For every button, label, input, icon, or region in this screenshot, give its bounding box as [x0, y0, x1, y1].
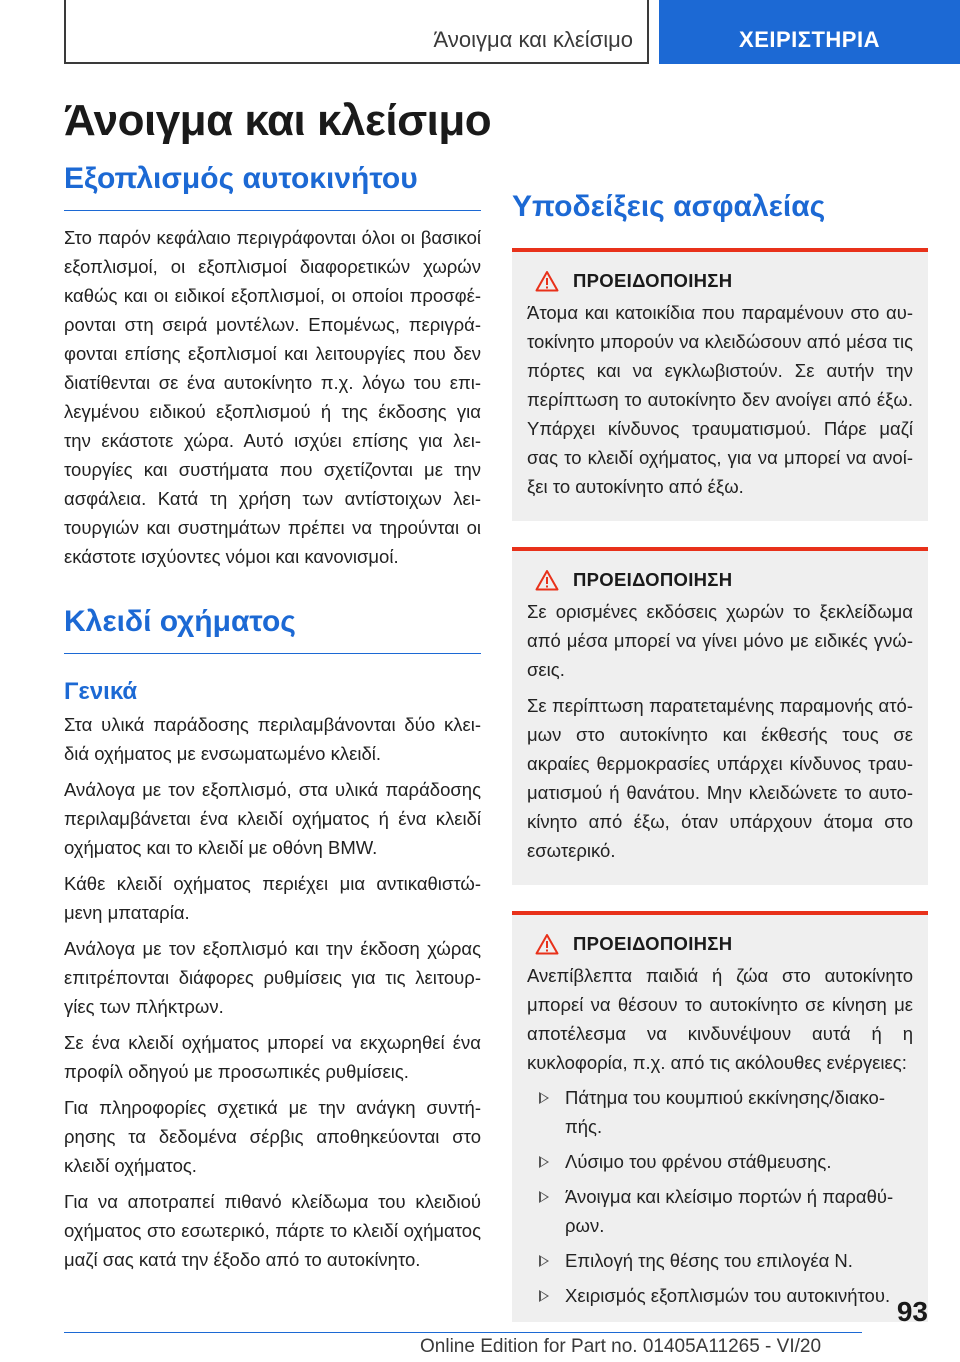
triangle-bullet-icon [539, 1290, 549, 1302]
left-column [64, 162, 481, 1274]
warning-title [535, 270, 913, 292]
list-item [527, 1182, 913, 1240]
chapter-tab[interactable]: ΧΕΙΡΙΣΤΗΡΙΑ [659, 0, 960, 64]
list-item [527, 1246, 913, 1275]
triangle-bullet-icon [539, 1156, 549, 1168]
list-item-text: Επιλογή της θέσης του επιλογέα N. [565, 1250, 853, 1271]
triangle-bullet-icon [539, 1092, 549, 1104]
safety-notes-heading: Υποδείξεις ασφαλείας [512, 190, 826, 223]
page-title: Άνοιγμα και κλείσιμο [64, 96, 492, 145]
warning-triangle-icon [535, 270, 559, 292]
warning-text: Ανεπίβλεπτα παιδιά ή ζώα στο αυτοκίνητο μπορεί να θέσουν το αυτοκίνητο σε κίνηση με αποτέλεσμα να κινδυνέψουν αυτά ή η κυκλοφορία, π.χ. από τις ακόλουθες ενέργειες: [527, 965, 913, 1073]
warning-title-text: ΠΡΟΕΙΔΟΠΟΙΗΣΗ [573, 933, 733, 954]
running-header-box [64, 0, 649, 64]
right-column [512, 190, 928, 1322]
warning-box [512, 547, 928, 885]
warning-triangle-icon [535, 569, 559, 591]
key-paragraph: Κάθε κλειδί οχήματος περιέχει μια αντικαθιστώμενη μπαταρία. [64, 873, 481, 923]
warning-text: Σε περίπτωση παρατεταμένης παραμονής ατόμων στο αυτοκίνητο και έκθεσής τους σε ακραίες θερμοκρασίες υπάρχει κίνδυνος τραυματισμού ή θανάτου. Μην κλειδώνετε το αυτοκίνητο από έξω, όταν υπάρχουν άτομα στο εσωτερικό. [527, 695, 913, 861]
footer-edition[interactable]: Online Edition for Part no. 01405A11265 - VI/20 [420, 1336, 822, 1357]
footer-rule [64, 1332, 862, 1333]
page-number: 93 [896, 1296, 928, 1327]
triangle-bullet-icon [539, 1255, 549, 1267]
key-paragraph: Ανάλογα με τον εξοπλισμό και την έκδοση χώρας επιτρέπονται διάφορες ρυθμίσεις για τις λειτουργίες των πλήκτρων. [64, 938, 481, 1017]
vehicle-key-heading: Κλειδί οχήματος [64, 605, 481, 654]
list-item [527, 1147, 913, 1176]
warning-triangle-icon [535, 933, 559, 955]
key-paragraph: Για πληροφορίες σχετικά με την ανάγκη συντήρησης τα δεδομένα σέρβις αποθηκεύονται στο κλειδί οχήματος. [64, 1097, 481, 1176]
list-item [527, 1083, 913, 1141]
warning-title [535, 933, 913, 955]
equipment-heading: Εξοπλισμός αυτοκινήτου [64, 162, 481, 211]
action-list [527, 1083, 913, 1310]
warning-box [512, 911, 928, 1322]
list-item-text: Άνοιγμα και κλείσιμο πορτών ή παραθύρων. [565, 1186, 894, 1236]
equipment-text: Στο παρόν κεφάλαιο περιγράφονται όλοι οι βασικοί εξοπλισμοί, οι εξοπλισμοί διαφορετικών χωρών καθώς και οι ειδικοί εξοπλισμοί, οι οποίοι προσφέρονται στη σειρά μοντέλων. Επομένως, περιγράφονται επίσης εξοπλισμοί και λειτουργίες που δεν διατίθενται σε ένα αυτοκίνητο π.χ. λόγω του επιλεγμένου ειδικού εξοπλισμού ή της έκδοσης για την εκάστοτε χώρα. Αυτό ισχύει επίσης για λειτουργίες και συστήματα που σχετίζονται με την ασφάλεια. Κατά τη χρήση των αντίστοιχων λειτουργιών και συστημάτων πρέπει να τηρούνται οι εκάστοτε ισχύοντες νόμοι και κανονισμοί. [64, 227, 481, 567]
key-paragraph: Ανάλογα με τον εξοπλισμό, στα υλικά παράδοσης περιλαμβάνεται ένα κλειδί οχήματος ή ένα κλειδί οχήματος και το κλειδί με οθόνη BMW. [64, 779, 481, 858]
general-subheading: Γενικά [64, 678, 138, 705]
warning-title-text: ΠΡΟΕΙΔΟΠΟΙΗΣΗ [573, 270, 733, 291]
triangle-bullet-icon [539, 1191, 549, 1203]
key-paragraph: Στα υλικά παράδοσης περιλαμβάνονται δύο κλειδιά οχήματος με ενσωματωμένο κλειδί. [64, 714, 481, 764]
running-header-section: Άνοιγμα και κλείσιμο [433, 27, 633, 52]
list-item-text: Λύσιμο του φρένου στάθμευσης. [565, 1151, 832, 1172]
key-paragraph: Σε ένα κλειδί οχήματος μπορεί να εκχωρηθεί ένα προφίλ οδηγού με προσωπικές ρυθμίσεις. [64, 1032, 481, 1082]
list-item-text: Πάτημα του κουμπιού εκκίνησης/διακοπής. [565, 1087, 885, 1137]
warning-text: Σε ορισμένες εκδόσεις χωρών το ξεκλείδωμα από μέσα μπορεί να γίνει μόνο με ειδικές γνώσεις. [527, 601, 913, 680]
warning-title-text: ΠΡΟΕΙΔΟΠΟΙΗΣΗ [573, 569, 733, 590]
warning-box [512, 248, 928, 521]
warning-text: Άτομα και κατοικίδια που παραμένουν στο αυτοκίνητο μπορούν να κλειδώσουν από μέσα τις πόρτες και να εγκλωβιστούν. Σε αυτήν την περίπτωση το αυτοκίνητο δεν ανοίγει από έξω. Υπάρχει κίνδυνος τραυματισμού. Πάρε μαζί σας το κλειδί οχήματος, για να μπορεί να ανοίξει το αυτοκίνητο από έξω. [527, 302, 913, 497]
key-paragraph: Για να αποτραπεί πιθανό κλείδωμα του κλειδιού οχήματος στο εσωτερικό, πάρτε το κλειδί οχήματος μαζί σας κατά την έξοδο από το αυτοκίνητο. [64, 1191, 481, 1270]
warning-title [535, 569, 913, 591]
list-item-text: Χειρισμός εξοπλισμών του αυτοκινήτου. [565, 1285, 891, 1306]
list-item [527, 1281, 913, 1310]
